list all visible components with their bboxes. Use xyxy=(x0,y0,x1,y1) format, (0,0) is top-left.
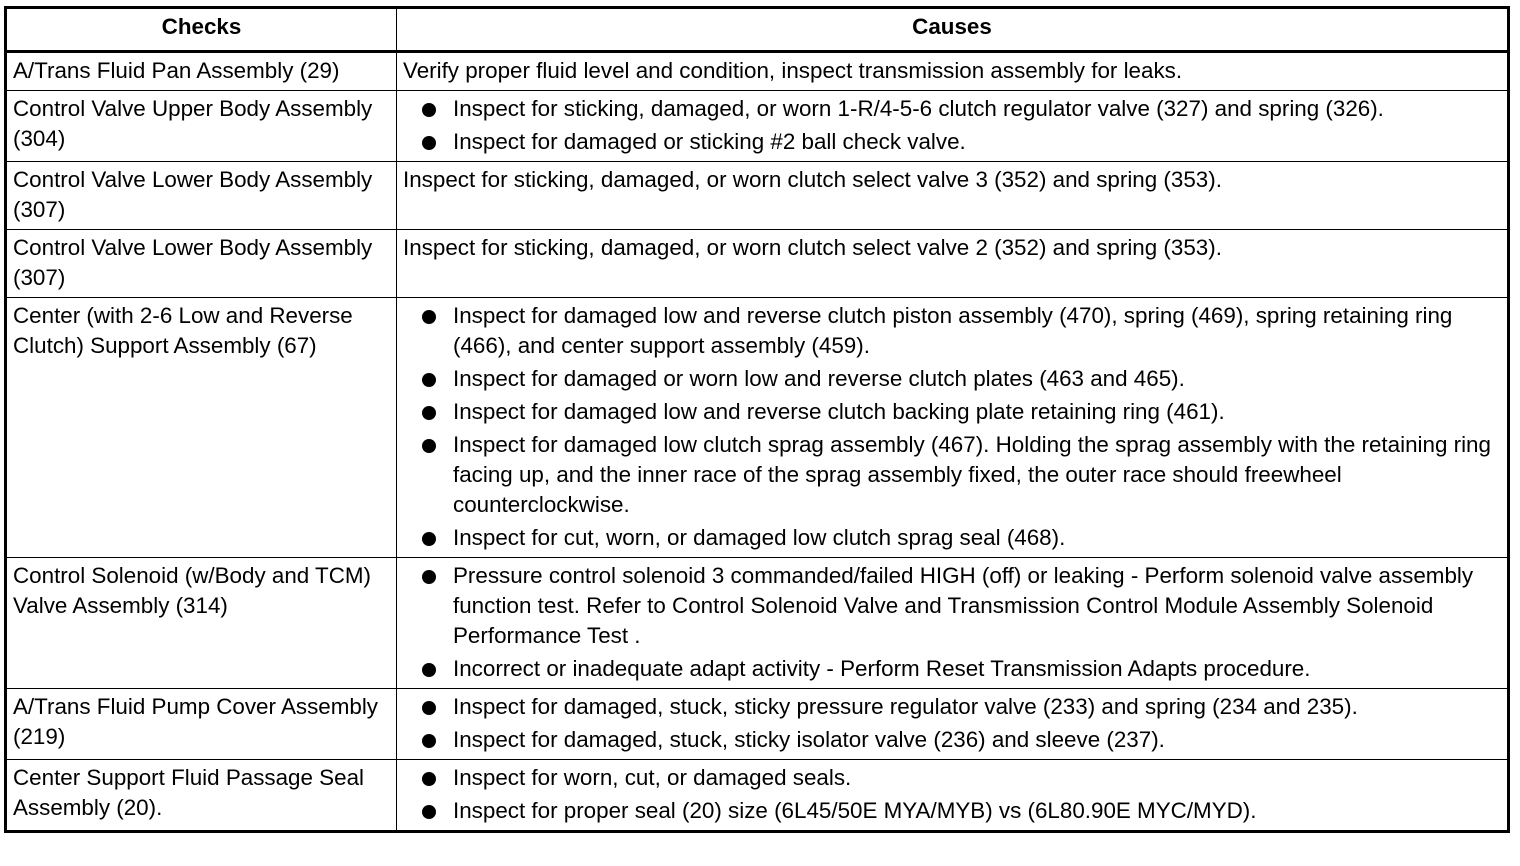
bullet-icon xyxy=(422,805,436,819)
cause-item xyxy=(403,364,1501,394)
header-row xyxy=(6,8,1509,52)
cause-item xyxy=(403,763,1501,793)
check-cell: Control Valve Lower Body Assembly (307) xyxy=(6,230,397,298)
cause-text: Inspect for cut, worn, or damaged low clutch sprag seal (468). xyxy=(453,525,1066,550)
check-cell: Control Valve Upper Body Assembly (304) xyxy=(6,91,397,162)
cause-cell: Inspect for sticking, damaged, or worn clutch select valve 3 (352) and spring (353). xyxy=(397,162,1509,230)
table-row xyxy=(6,558,1509,689)
table-row xyxy=(6,91,1509,162)
bullet-icon xyxy=(422,103,436,117)
bullet-icon xyxy=(422,734,436,748)
bullet-icon xyxy=(422,136,436,150)
bullet-icon xyxy=(422,701,436,715)
cause-item xyxy=(403,692,1501,722)
cause-text: Inspect for sticking, damaged, or worn 1-R/4-5-6 clutch regulator valve (327) and spring (326). xyxy=(453,96,1384,121)
header-checks: Checks xyxy=(6,8,397,52)
bullet-icon xyxy=(422,663,436,677)
check-cell: Control Solenoid (w/Body and TCM) Valve Assembly (314) xyxy=(6,558,397,689)
cause-text: Inspect for damaged or sticking #2 ball check valve. xyxy=(453,129,966,154)
cause-text: Inspect for damaged low clutch sprag assembly (467). Holding the sprag assembly with the retaining ring facing up, and the inner race of the sprag assembly fixed, the outer race should freewheel counterclockwise. xyxy=(453,432,1491,517)
bullet-icon xyxy=(422,570,436,584)
cause-cell xyxy=(397,91,1509,162)
cause-text: Inspect for damaged, stuck, sticky pressure regulator valve (233) and spring (234 and 235). xyxy=(453,694,1358,719)
cause-item xyxy=(403,796,1501,826)
cause-text: Inspect for damaged low and reverse clutch piston assembly (470), spring (469), spring retaining ring (466), and center support assembly (459). xyxy=(453,303,1453,358)
bullet-icon xyxy=(422,772,436,786)
table-row xyxy=(6,689,1509,760)
cause-item xyxy=(403,94,1501,124)
cause-item xyxy=(403,725,1501,755)
cause-cell: Inspect for sticking, damaged, or worn clutch select valve 2 (352) and spring (353). xyxy=(397,230,1509,298)
check-cell: A/Trans Fluid Pump Cover Assembly (219) xyxy=(6,689,397,760)
cause-text: Inspect for worn, cut, or damaged seals. xyxy=(453,765,852,790)
cause-text: Pressure control solenoid 3 commanded/failed HIGH (off) or leaking - Perform solenoid valve assembly function test. Refer to Control Solenoid Valve and Transmission Control Module Assembly Solenoid Performance Test . xyxy=(453,563,1474,648)
cause-cell xyxy=(397,558,1509,689)
cause-item xyxy=(403,127,1501,157)
cause-item xyxy=(403,561,1501,651)
cause-item xyxy=(403,654,1501,684)
cause-cell xyxy=(397,689,1509,760)
check-cell: Center Support Fluid Passage Seal Assembly (20). xyxy=(6,760,397,832)
cause-text: Inspect for proper seal (20) size (6L45/50E MYA/MYB) vs (6L80.90E MYC/MYD). xyxy=(453,798,1257,823)
bullet-icon xyxy=(422,373,436,387)
table-row xyxy=(6,52,1509,91)
table-row xyxy=(6,298,1509,558)
cause-item xyxy=(403,301,1501,361)
header-causes: Causes xyxy=(397,8,1509,52)
checks-causes-table xyxy=(4,6,1510,833)
cause-item xyxy=(403,523,1501,553)
bullet-icon xyxy=(422,439,436,453)
cause-text: Inspect for damaged or worn low and reverse clutch plates (463 and 465). xyxy=(453,366,1185,391)
check-cell: Center (with 2-6 Low and Reverse Clutch) Support Assembly (67) xyxy=(6,298,397,558)
cause-text: Incorrect or inadequate adapt activity - Perform Reset Transmission Adapts procedure. xyxy=(453,656,1311,681)
table-row xyxy=(6,760,1509,832)
cause-text: Inspect for damaged, stuck, sticky isolator valve (236) and sleeve (237). xyxy=(453,727,1165,752)
cause-cell xyxy=(397,298,1509,558)
table-row xyxy=(6,230,1509,298)
check-cell: Control Valve Lower Body Assembly (307) xyxy=(6,162,397,230)
bullet-icon xyxy=(422,532,436,546)
cause-text: Inspect for damaged low and reverse clutch backing plate retaining ring (461). xyxy=(453,399,1225,424)
check-cell: A/Trans Fluid Pan Assembly (29) xyxy=(6,52,397,91)
cause-cell xyxy=(397,760,1509,832)
cause-item xyxy=(403,430,1501,520)
table-row xyxy=(6,162,1509,230)
bullet-icon xyxy=(422,310,436,324)
cause-cell: Verify proper fluid level and condition, inspect transmission assembly for leaks. xyxy=(397,52,1509,91)
cause-item xyxy=(403,397,1501,427)
bullet-icon xyxy=(422,406,436,420)
